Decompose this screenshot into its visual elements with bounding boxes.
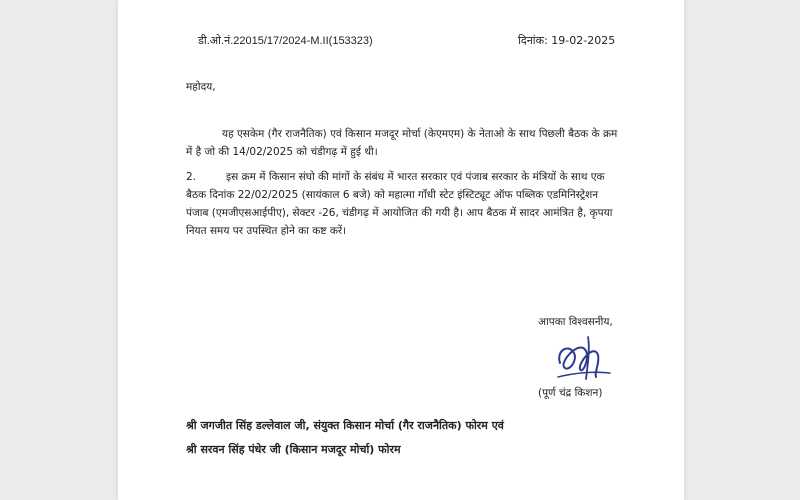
paragraph-2-number: 2. bbox=[186, 171, 197, 183]
addressee-line-1: श्री जगजीत सिंह डल्लेवाल जी, संयुक्त किसान मोर्चा (गैर राजनैतिक) फोरम एवं bbox=[186, 419, 504, 432]
addressee-line-2: श्री सरवन सिंह पंधेर जी (किसान मजदूर मोर्चा) फोरम bbox=[186, 443, 401, 456]
paragraph-1: यह एसकेम (गैर राजनैतिक) एवं किसान मजदूर मोर्चा (केएमएम) के नेताओ के साथ पिछली बैठक के क्रम में है जो की 14/02/2025 को चंडीगढ़ में हुई थी। bbox=[186, 128, 618, 158]
signatory-name: (पूर्ण चंद्र किशन) bbox=[538, 387, 603, 399]
signature-icon bbox=[550, 333, 616, 383]
reference-number: डी.ओ.नं.22015/17/2024-M.II(153323) bbox=[198, 35, 373, 47]
letter-page bbox=[118, 0, 684, 500]
letter-date: दिनांक: 19-02-2025 bbox=[518, 34, 616, 47]
paragraph-2 bbox=[186, 168, 622, 240]
salutation: महोदय, bbox=[186, 81, 216, 93]
paragraph-2-text: इस क्रम में किसान संघो की मांगों के संबंध में भारत सरकार एवं पंजाब सरकार के मंत्रियों के साथ एक बैठक दिनांक 22/02/2025 (सायंकाल 6 बजे) को महात्मा गाँधी स्टेट इंस्टिट्यूट ऑफ पब्लिक एडमिनिस्ट्रेशन पंजाब (एमजीएसआईपीए), सेक्टर -26, चंडीगढ़ में आयोजित की गयी है। आप बैठक में सादर आमंत्रित है, कृपया नियत समय पर उपस्थित होने का कष्ट करें। bbox=[186, 171, 613, 237]
closing-line: आपका विश्वसनीय, bbox=[538, 316, 613, 328]
